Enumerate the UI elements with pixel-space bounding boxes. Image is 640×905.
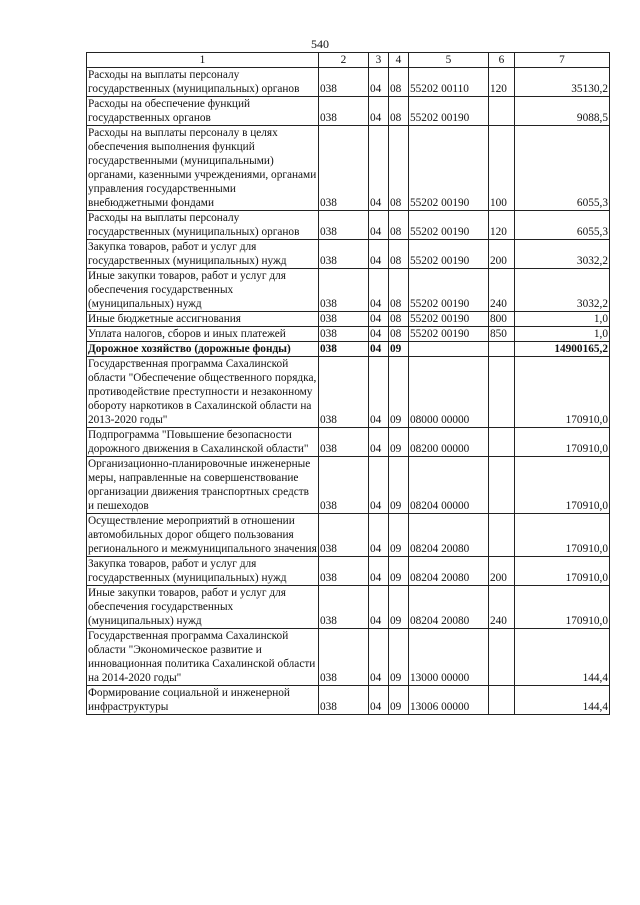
row-code-cell: 038 (319, 629, 369, 686)
row-expense-type-cell (489, 686, 515, 715)
row-name-cell: Иные закупки товаров, работ и услуг для обеспечения государственных (муниципальных) нужд (87, 586, 319, 629)
row-subsection-cell: 08 (389, 240, 409, 269)
row-code-cell: 038 (319, 211, 369, 240)
row-expense-type-cell (489, 428, 515, 457)
row-amount-cell: 14900165,2 (515, 342, 610, 357)
row-subsection-cell: 08 (389, 327, 409, 342)
row-subsection-cell: 09 (389, 629, 409, 686)
row-expense-type-cell: 200 (489, 240, 515, 269)
row-amount-cell: 3032,2 (515, 269, 610, 312)
row-section-cell: 04 (369, 342, 389, 357)
row-section-cell: 04 (369, 557, 389, 586)
row-target-code-cell: 08204 20080 (409, 557, 489, 586)
row-code-cell: 038 (319, 457, 369, 514)
row-section-cell: 04 (369, 97, 389, 126)
row-name-cell: Осуществление мероприятий в отношении автомобильных дорог общего пользования регионального и межмуниципального значения (88, 515, 317, 555)
row-name-cell: Расходы на выплаты персоналу в целях обеспечения выполнения функций государственными (муниципальными) органами, казенными учреждениями, органами управления государственными внебюджетными фондами (87, 126, 319, 211)
row-name-cell: Подпрограмма "Повышение безопасности дорожного движения в Сахалинской области" (87, 428, 319, 457)
table-row (87, 269, 610, 312)
table-row (87, 357, 610, 428)
page-number: 540 (311, 37, 329, 51)
row-amount-cell: 170910,0 (515, 457, 610, 514)
row-subsection-cell: 08 (389, 97, 409, 126)
row-subsection-cell: 09 (389, 686, 409, 715)
row-expense-type-cell: 240 (489, 269, 515, 312)
row-amount-cell: 144,4 (515, 629, 610, 686)
table-row (87, 686, 610, 715)
table-row (87, 97, 610, 126)
row-name-cell: Иные бюджетные ассигнования (87, 312, 319, 327)
row-name-cell: Дорожное хозяйство (дорожные фонды) (87, 342, 319, 357)
header-row (87, 53, 610, 68)
table-row (87, 240, 610, 269)
row-target-code-cell: 55202 00190 (409, 269, 489, 312)
row-target-code-cell: 55202 00190 (409, 312, 489, 327)
row-subsection-cell: 08 (389, 68, 409, 97)
row-target-code-cell (409, 342, 489, 357)
row-section-cell: 04 (369, 586, 389, 629)
row-subsection-cell: 09 (389, 342, 409, 357)
header-cell: 5 (409, 53, 489, 68)
row-amount-cell: 6055,3 (515, 126, 610, 211)
row-amount-cell: 170910,0 (515, 557, 610, 586)
row-name-cell: Формирование социальной и инженерной инфраструктуры (87, 686, 319, 715)
row-amount-cell: 3032,2 (515, 240, 610, 269)
row-amount-cell: 170910,0 (515, 428, 610, 457)
row-section-cell: 04 (369, 240, 389, 269)
row-target-code-cell: 55202 00190 (409, 240, 489, 269)
row-code-cell: 038 (319, 97, 369, 126)
row-amount-cell: 170910,0 (515, 586, 610, 629)
table-row (87, 327, 610, 342)
row-target-code-cell: 08204 00000 (409, 457, 489, 514)
table-row (87, 514, 610, 557)
row-code-cell: 038 (319, 557, 369, 586)
header-cell: 1 (87, 53, 319, 68)
row-expense-type-cell: 100 (489, 126, 515, 211)
row-subsection-cell: 09 (389, 514, 409, 557)
row-subsection-cell: 09 (389, 457, 409, 514)
row-expense-type-cell (489, 97, 515, 126)
row-target-code-cell: 08200 00000 (409, 428, 489, 457)
row-section-cell: 04 (369, 68, 389, 97)
row-target-code-cell: 55202 00190 (409, 97, 489, 126)
table-row (87, 428, 610, 457)
row-section-cell: 04 (369, 211, 389, 240)
table-row (87, 312, 610, 327)
row-subsection-cell: 08 (389, 211, 409, 240)
row-amount-cell: 144,4 (515, 686, 610, 715)
row-name-cell: Закупка товаров, работ и услуг для государственных (муниципальных) нужд (87, 557, 319, 586)
row-subsection-cell: 09 (389, 586, 409, 629)
row-name-cell: Государственная программа Сахалинской области "Обеспечение общественного порядка, противодействие преступности и незаконному обороту наркотиков в Сахалинской области на 2013-2020 годы" (87, 357, 319, 428)
row-name-cell: Организационно-планировочные инженерные меры, направленные на совершенствование организации движения транспортных средств и пешеходов (87, 457, 319, 514)
row-name-cell: Расходы на обеспечение функций государственных органов (87, 97, 319, 126)
row-code-cell: 038 (319, 312, 369, 327)
row-code-cell: 038 (319, 126, 369, 211)
row-subsection-cell: 09 (389, 557, 409, 586)
row-target-code-cell: 13006 00000 (409, 686, 489, 715)
table-row (87, 126, 610, 211)
table-row (87, 557, 610, 586)
row-expense-type-cell: 120 (489, 68, 515, 97)
row-section-cell: 04 (369, 269, 389, 312)
row-section-cell: 04 (369, 686, 389, 715)
row-expense-type-cell: 200 (489, 557, 515, 586)
header-cell: 3 (369, 53, 389, 68)
row-section-cell: 04 (369, 629, 389, 686)
row-expense-type-cell: 120 (489, 211, 515, 240)
row-amount-cell: 9088,5 (515, 97, 610, 126)
header-cell: 4 (389, 53, 409, 68)
row-name-cell: Государственная программа Сахалинской области "Экономическое развитие и инновационная политика Сахалинской области на 2014-2020 годы" (87, 629, 319, 686)
row-target-code-cell: 08204 20080 (409, 586, 489, 629)
row-expense-type-cell (489, 457, 515, 514)
row-code-cell: 038 (319, 240, 369, 269)
row-expense-type-cell: 240 (489, 586, 515, 629)
row-name-cell: Уплата налогов, сборов и иных платежей (87, 327, 319, 342)
row-code-cell: 038 (319, 586, 369, 629)
row-name-cell: Расходы на выплаты персоналу государственных (муниципальных) органов (87, 211, 319, 240)
row-name-cell: Иные закупки товаров, работ и услуг для обеспечения государственных (муниципальных) нужд (87, 269, 319, 312)
row-amount-cell: 170910,0 (515, 514, 610, 557)
row-expense-type-cell (489, 342, 515, 357)
row-code-cell: 038 (319, 514, 369, 557)
row-code-cell: 038 (319, 686, 369, 715)
row-section-cell: 04 (369, 357, 389, 428)
row-amount-cell: 6055,3 (515, 211, 610, 240)
row-subsection-cell: 08 (389, 312, 409, 327)
table-row (87, 457, 610, 514)
row-target-code-cell: 55202 00190 (409, 126, 489, 211)
row-target-code-cell: 55202 00110 (409, 68, 489, 97)
header-cell: 7 (515, 53, 610, 68)
row-code-cell: 038 (319, 327, 369, 342)
row-target-code-cell: 13000 00000 (409, 629, 489, 686)
header-cell: 6 (489, 53, 515, 68)
row-amount-cell: 35130,2 (515, 68, 610, 97)
row-expense-type-cell (489, 629, 515, 686)
row-section-cell: 04 (369, 428, 389, 457)
table-row (87, 68, 610, 97)
row-section-cell: 04 (369, 327, 389, 342)
row-expense-type-cell: 800 (489, 312, 515, 327)
row-subsection-cell: 08 (389, 126, 409, 211)
table-row (87, 211, 610, 240)
row-code-cell: 038 (319, 342, 369, 357)
row-target-code-cell: 55202 00190 (409, 327, 489, 342)
row-amount-cell: 1,0 (515, 327, 610, 342)
row-name-cell: Закупка товаров, работ и услуг для государственных (муниципальных) нужд (87, 240, 319, 269)
row-section-cell: 04 (369, 126, 389, 211)
row-subsection-cell: 08 (389, 269, 409, 312)
row-code-cell: 038 (319, 269, 369, 312)
row-expense-type-cell: 850 (489, 327, 515, 342)
row-name-cell: Расходы на выплаты персоналу государственных (муниципальных) органов (87, 68, 319, 97)
row-subsection-cell: 09 (389, 428, 409, 457)
row-target-code-cell: 08000 00000 (409, 357, 489, 428)
table-row (87, 629, 610, 686)
header-cell: 2 (319, 53, 369, 68)
row-code-cell: 038 (319, 357, 369, 428)
row-target-code-cell: 55202 00190 (409, 211, 489, 240)
table-row (87, 586, 610, 629)
row-code-cell: 038 (319, 68, 369, 97)
row-code-cell: 038 (319, 428, 369, 457)
row-amount-cell: 170910,0 (515, 357, 610, 428)
table-row (87, 342, 610, 357)
row-subsection-cell: 09 (389, 357, 409, 428)
row-amount-cell: 1,0 (515, 312, 610, 327)
row-target-code-cell: 08204 20080 (409, 514, 489, 557)
budget-table (86, 52, 610, 715)
row-section-cell: 04 (369, 457, 389, 514)
row-section-cell: 04 (369, 514, 389, 557)
row-expense-type-cell (489, 514, 515, 557)
row-expense-type-cell (489, 357, 515, 428)
row-section-cell: 04 (369, 312, 389, 327)
